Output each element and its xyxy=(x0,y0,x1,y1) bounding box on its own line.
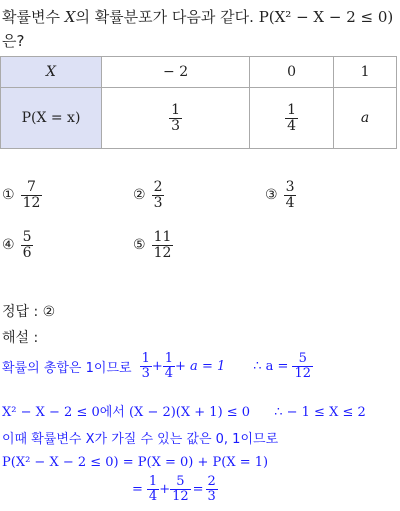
question-text-2: 의 확률분포가 다음과 같다. xyxy=(75,8,254,26)
fraction: $\frac{1}{3}$ xyxy=(141,351,150,381)
fraction: $\frac{5}{12}$ xyxy=(294,351,311,381)
solution-line-4: P(X² − X − 2 ≤ 0) = P(X = 0) + P(X = 1) xyxy=(2,455,269,470)
question-line1 xyxy=(2,6,393,27)
answer: 정답 : ② xyxy=(2,304,56,320)
fraction: $\frac{1}{4}$ xyxy=(164,351,174,381)
fraction: $\frac{1}{4}$ xyxy=(287,101,297,134)
table-cell: 0 xyxy=(250,57,334,88)
table-row-values xyxy=(1,57,397,88)
solution-line-3: 이때 확률변수 X가 가질 수 있는 값은 0, 1이므로 xyxy=(2,432,279,447)
table-cell: − 2 xyxy=(102,57,250,88)
fraction: $\frac{1}{3}$ xyxy=(171,101,181,134)
fraction: $\frac{5}{12}$ xyxy=(172,474,189,504)
table-cell: 1 xyxy=(334,57,397,88)
choice-4[interactable]: ④ $\frac{5}{6}$ xyxy=(2,229,32,261)
solution-line-1: 확률의 총합은 1이므로 $\frac{1}{3}$ + $\frac{1}{4}$ + a = 1 ∴ a = $\frac{5}{12}$ xyxy=(2,351,311,381)
fraction: $\frac{5}{6}$ xyxy=(22,229,32,261)
choice-2[interactable]: ② $\frac{2}{3}$ xyxy=(133,179,163,211)
table-cell xyxy=(250,88,334,149)
table-row-probabilities xyxy=(1,88,397,149)
choice-3[interactable]: ③ $\frac{3}{4}$ xyxy=(265,179,295,211)
question-variable: X xyxy=(64,8,76,26)
question-line2: 은? xyxy=(2,32,25,50)
fraction: $\frac{2}{3}$ xyxy=(207,474,216,504)
question-expression: P(X² − X − 2 ≤ 0) xyxy=(258,8,394,26)
solution-line-2: X² − X − 2 ≤ 0에서 (X − 2)(X + 1) ≤ 0 ∴ − 1 ≤ X ≤ 2 xyxy=(2,405,366,420)
choice-5[interactable]: ⑤ $\frac{11}{12}$ xyxy=(133,229,172,261)
explanation-label: 해설 : xyxy=(2,330,39,346)
table-header-x: X xyxy=(1,57,102,88)
table-cell xyxy=(102,88,250,149)
solution-line-5: = $\frac{1}{4}$ + $\frac{5}{12}$ = $\frac{2}{3}$ xyxy=(132,474,216,504)
fraction: $\frac{11}{12}$ xyxy=(153,229,172,261)
question-text: 확률변수 xyxy=(2,8,60,26)
fraction: $\frac{3}{4}$ xyxy=(285,179,295,211)
choice-1[interactable]: ① $\frac{7}{12}$ xyxy=(2,179,41,211)
table-header-p: P(X = x) xyxy=(1,88,102,149)
table-cell: a xyxy=(334,88,397,149)
fraction: $\frac{1}{4}$ xyxy=(148,474,158,504)
probability-table xyxy=(0,56,397,149)
fraction: $\frac{7}{12}$ xyxy=(22,179,41,211)
fraction: $\frac{2}{3}$ xyxy=(153,179,163,211)
